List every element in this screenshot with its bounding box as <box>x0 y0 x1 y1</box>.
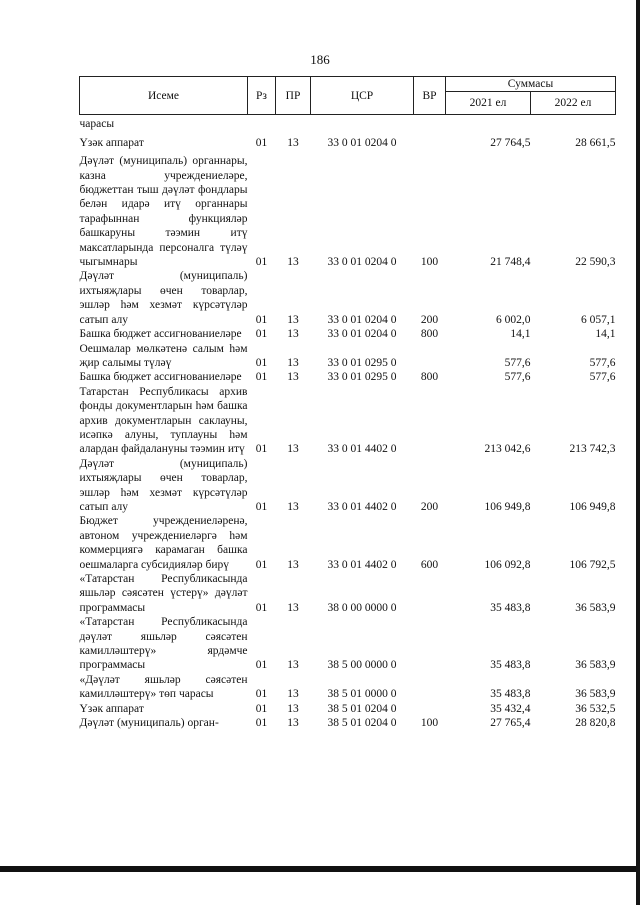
table-row <box>80 716 616 730</box>
table-header <box>80 77 616 115</box>
row-vr: 800 <box>420 328 439 341</box>
row-pr: 13 <box>287 601 299 614</box>
table-row <box>80 327 616 341</box>
row-csr: 33 0 01 4402 0 <box>327 558 397 571</box>
table-row <box>80 115 616 132</box>
header-pr: ПР <box>276 77 311 115</box>
row-sum-2022: 213 742,3 <box>569 443 616 456</box>
row-name: Дәүләт (муниципаль) орган- <box>79 717 219 730</box>
row-sum-2022: 577,6 <box>589 356 616 369</box>
row-pr <box>276 115 311 132</box>
page-number: 186 <box>310 52 330 67</box>
row-vr: 600 <box>420 558 439 571</box>
table-row <box>80 269 616 327</box>
row-sum-2021: 577,6 <box>504 371 531 384</box>
row-vr <box>414 702 446 716</box>
row-pr: 13 <box>287 500 299 513</box>
table-row <box>80 385 616 457</box>
table-row <box>80 457 616 515</box>
row-vr <box>414 572 446 615</box>
bottom-scan-edge <box>0 866 640 872</box>
row-sum-2022: 6 057,1 <box>581 313 616 326</box>
row-sum-2021: 35 483,8 <box>490 601 531 614</box>
row-pr: 13 <box>287 702 299 715</box>
header-year-2021: 2021 ел <box>446 92 531 115</box>
row-pr: 13 <box>287 256 299 269</box>
row-pr: 13 <box>287 328 299 341</box>
header-csr: ЦСР <box>311 77 414 115</box>
row-name: «Дәүләт яшьләр сәясәтен камилләштерү» төп чарасы <box>79 673 248 701</box>
row-pr: 13 <box>287 136 299 149</box>
row-csr: 33 0 01 0204 0 <box>327 328 397 341</box>
row-sum-2022: 106 792,5 <box>569 558 616 571</box>
row-rz <box>248 115 276 132</box>
row-rz: 01 <box>255 313 268 326</box>
table-row <box>80 150 616 269</box>
row-name: Бюджет учреждениеләренә, автоном учреждениеләргә һәм коммерциягә карамаган башка оешмаларга субсидияләр бирү <box>79 515 248 571</box>
row-pr: 13 <box>287 659 299 672</box>
row-sum-2022: 28 820,8 <box>575 717 616 730</box>
right-scan-edge <box>636 0 640 905</box>
row-vr: 200 <box>420 500 439 513</box>
row-sum-2021: 14,1 <box>510 328 531 341</box>
header-sums: Суммасы <box>446 77 616 92</box>
row-sum-2021: 21 748,4 <box>490 256 531 269</box>
row-name: «Татарстан Республикасында яшьләр сәясәтен үстерү» дәүләт программасы <box>79 573 248 614</box>
row-csr: 38 5 01 0204 0 <box>327 717 397 730</box>
row-sum-2021: 35 483,8 <box>490 659 531 672</box>
table-row <box>80 572 616 615</box>
table-row <box>80 370 616 384</box>
row-sum-2021: 106 949,8 <box>484 500 531 513</box>
row-csr: 38 5 01 0000 0 <box>327 688 397 701</box>
row-sum-2021: 27 764,5 <box>490 136 531 149</box>
row-pr: 13 <box>287 371 299 384</box>
row-csr: 38 5 01 0204 0 <box>327 702 397 715</box>
row-csr: 33 0 01 0295 0 <box>327 371 397 384</box>
row-vr <box>414 673 446 702</box>
row-csr: 33 0 01 0204 0 <box>327 313 397 326</box>
row-name: «Татарстан Республикасында дәүләт яшьләр сәясәтен камилләштерү» ярдәмче программасы <box>79 616 248 672</box>
row-vr <box>414 115 446 132</box>
row-rz: 01 <box>255 356 268 369</box>
row-name: Башка бюджет ассигнованиеләре <box>79 328 242 341</box>
row-name: Үзәк аппарат <box>79 136 144 149</box>
row-sum-2022: 22 590,3 <box>575 256 616 269</box>
row-sum-2022: 577,6 <box>589 371 616 384</box>
row-rz: 01 <box>255 371 268 384</box>
header-name: Исеме <box>80 77 248 115</box>
row-vr <box>414 132 446 150</box>
row-sum-2022: 28 661,5 <box>575 136 616 149</box>
row-sum-2021: 27 765,4 <box>490 717 531 730</box>
header-vr: ВР <box>414 77 446 115</box>
table-row <box>80 615 616 673</box>
row-rz: 01 <box>255 328 268 341</box>
row-sum-2022: 36 532,5 <box>575 702 616 715</box>
row-vr <box>414 615 446 673</box>
row-sum-2021: 35 483,8 <box>490 688 531 701</box>
row-vr: 100 <box>420 256 439 269</box>
row-name: Башка бюджет ассигнованиеләре <box>79 371 242 384</box>
row-rz: 01 <box>255 500 268 513</box>
row-name: Оешмалар мөлкәтенә салым һәм җир салымы түләү <box>79 342 248 369</box>
row-rz: 01 <box>255 601 268 614</box>
row-sum-2022: 36 583,9 <box>575 601 616 614</box>
table-row <box>80 702 616 716</box>
row-pr: 13 <box>287 558 299 571</box>
row-sum-2022: 36 583,9 <box>575 688 616 701</box>
row-sum-2021: 213 042,6 <box>484 443 531 456</box>
row-csr: 33 0 01 0204 0 <box>327 136 397 149</box>
row-name: Татарстан Республикасы архив фонды документларын һәм башка архив документларын саклауны, исәпкә алуны, туплауны һәм алардан файдалануны тәэмин итү <box>79 385 248 456</box>
row-pr: 13 <box>287 313 299 326</box>
row-rz: 01 <box>255 702 268 715</box>
row-name: Дәүләт (муниципаль) органнары, казна учреждениеләре, бюджеттан тыш дәүләт фондлары белән идарә итү органнары тарафыннан функцияләр башкаруны тәэмин итү максатларында персоналга түләү чыгымнары <box>79 155 248 269</box>
row-rz: 01 <box>255 558 268 571</box>
table-row <box>80 673 616 702</box>
row-csr: 33 0 01 4402 0 <box>327 443 397 456</box>
row-csr <box>311 115 414 132</box>
row-vr: 800 <box>420 371 439 384</box>
row-csr: 33 0 01 0204 0 <box>327 256 397 269</box>
row-pr: 13 <box>287 717 299 730</box>
row-rz: 01 <box>255 717 268 730</box>
row-rz: 01 <box>255 256 268 269</box>
row-sum-2022: 14,1 <box>595 328 616 341</box>
row-name: Дәүләт (муниципаль) ихтыяҗлары өчен товарлар, эшләр һәм хезмәт күрсәтүләр сатып алу <box>79 270 248 326</box>
header-rz: Рз <box>248 77 276 115</box>
row-vr: 200 <box>420 313 439 326</box>
row-name: Үзәк аппарат <box>79 702 144 715</box>
row-name: чарасы <box>79 118 115 131</box>
row-csr: 33 0 01 4402 0 <box>327 500 397 513</box>
budget-table <box>79 76 616 730</box>
row-sum-2021: 106 092,8 <box>484 558 531 571</box>
row-sum-2021 <box>446 115 531 132</box>
row-rz: 01 <box>255 688 268 701</box>
row-sum-2022: 106 949,8 <box>569 500 616 513</box>
row-pr: 13 <box>287 356 299 369</box>
table-row <box>80 132 616 150</box>
row-csr: 33 0 01 0295 0 <box>327 356 397 369</box>
table-row <box>80 342 616 371</box>
row-sum-2022: 36 583,9 <box>575 659 616 672</box>
row-csr: 38 5 00 0000 0 <box>327 659 397 672</box>
row-pr: 13 <box>287 688 299 701</box>
row-sum-2021: 577,6 <box>504 356 531 369</box>
row-pr: 13 <box>287 443 299 456</box>
row-sum-2022 <box>531 115 616 132</box>
table-body <box>80 115 616 731</box>
row-sum-2021: 6 002,0 <box>496 313 531 326</box>
row-vr: 100 <box>420 717 439 730</box>
row-rz: 01 <box>255 659 268 672</box>
row-rz: 01 <box>255 136 268 149</box>
table-row <box>80 514 616 572</box>
row-name: Дәүләт (муниципаль) ихтыяҗлары өчен товарлар, эшләр һәм хезмәт күрсәтүләр сатып алу <box>79 457 248 513</box>
header-year-2022: 2022 ел <box>531 92 616 115</box>
row-csr: 38 0 00 0000 0 <box>327 601 397 614</box>
row-rz: 01 <box>255 443 268 456</box>
row-sum-2021: 35 432,4 <box>490 702 531 715</box>
row-vr <box>414 342 446 371</box>
row-vr <box>414 385 446 457</box>
